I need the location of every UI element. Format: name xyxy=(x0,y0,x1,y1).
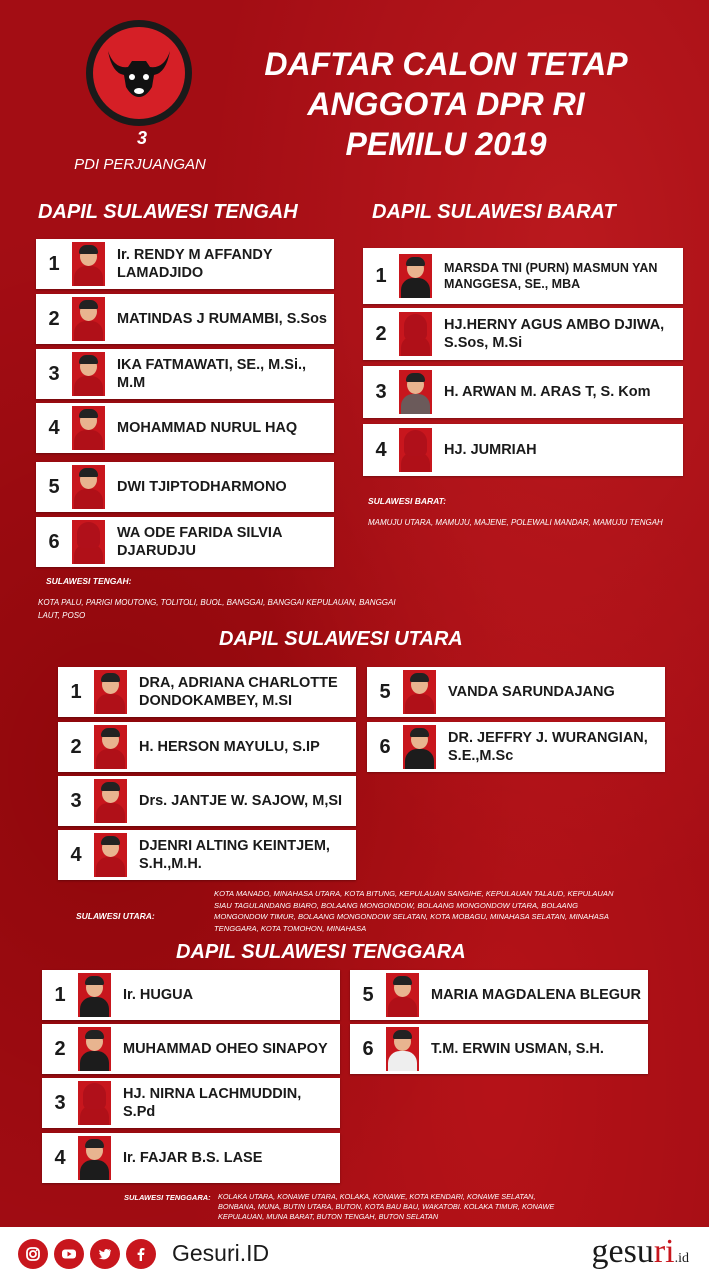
bull-icon xyxy=(104,47,174,99)
candidate-card xyxy=(58,667,356,717)
candidate-name: IKA FATMAWATI, SE., M.Si., M.M xyxy=(117,357,307,391)
candidate-card xyxy=(42,1024,340,1074)
instagram-icon[interactable] xyxy=(18,1239,48,1269)
candidate-photo xyxy=(78,973,111,1017)
region-label: SULAWESI TENGAH: xyxy=(46,576,132,586)
candidate-card xyxy=(58,776,356,826)
candidate-card xyxy=(367,667,665,717)
candidate-photo xyxy=(72,465,105,509)
candidate-name: WA ODE FARIDA SILVIA DJARUDJU xyxy=(117,525,282,559)
candidate-photo xyxy=(78,1136,111,1180)
candidate-number: 1 xyxy=(48,252,60,275)
candidate-number: 1 xyxy=(54,983,66,1006)
candidate-card xyxy=(36,517,334,567)
candidate-card xyxy=(350,1024,648,1074)
candidate-photo xyxy=(72,297,105,341)
candidate-card xyxy=(363,366,683,418)
party-name: PDI PERJUANGAN xyxy=(74,156,206,173)
candidate-name: DWI TJIPTODHARMONO xyxy=(117,479,287,495)
candidate-photo xyxy=(399,254,432,298)
candidate-name: MARIA MAGDALENA BLEGUR xyxy=(431,987,641,1003)
candidate-number: 3 xyxy=(54,1091,66,1114)
candidate-name: DR. JEFFRY J. WURANGIAN, S.E.,M.Sc xyxy=(448,730,648,764)
candidate-number: 3 xyxy=(48,362,60,385)
candidate-number: 6 xyxy=(362,1037,374,1060)
candidate-card xyxy=(363,248,683,304)
candidate-name: HJ. NIRNA LACHMUDDIN, S.Pd xyxy=(123,1086,302,1120)
twitter-icon[interactable] xyxy=(90,1239,120,1269)
candidate-number: 6 xyxy=(48,530,60,553)
youtube-icon[interactable] xyxy=(54,1239,84,1269)
candidate-card xyxy=(58,830,356,880)
candidate-number: 5 xyxy=(379,680,391,703)
candidate-card xyxy=(36,403,334,453)
party-number: 3 xyxy=(136,128,147,148)
candidate-card xyxy=(36,239,334,289)
candidate-number: 1 xyxy=(375,264,387,287)
candidate-card xyxy=(36,462,334,512)
candidate-card xyxy=(350,970,648,1020)
candidate-card xyxy=(363,308,683,360)
candidate-number: 4 xyxy=(70,843,82,866)
candidate-photo xyxy=(399,312,432,356)
candidate-name: Ir. RENDY M AFFANDY LAMADJIDO xyxy=(117,247,273,281)
candidate-number: 2 xyxy=(48,307,60,330)
candidate-name: DRA, ADRIANA CHARLOTTE DONDOKAMBEY, M.SI xyxy=(139,675,338,709)
candidate-card xyxy=(42,970,340,1020)
section-title-sulut: DAPIL SULAWESI UTARA xyxy=(219,628,463,650)
candidate-card xyxy=(367,722,665,772)
candidate-number: 2 xyxy=(70,735,82,758)
candidate-photo xyxy=(72,242,105,286)
candidate-number: 4 xyxy=(54,1146,66,1169)
gesuri-logo: gesuri.id xyxy=(591,1233,689,1270)
candidate-card xyxy=(363,424,683,476)
social-links xyxy=(18,1239,162,1269)
candidate-number: 6 xyxy=(379,735,391,758)
candidate-card xyxy=(42,1133,340,1183)
candidate-name: MOHAMMAD NURUL HAQ xyxy=(117,420,298,436)
candidate-number: 2 xyxy=(375,322,387,345)
facebook-icon[interactable] xyxy=(126,1239,156,1269)
candidate-name: T.M. ERWIN USMAN, S.H. xyxy=(431,1041,604,1057)
candidate-name: H. HERSON MAYULU, S.IP xyxy=(139,739,320,755)
candidate-name: H. ARWAN M. ARAS T, S. Kom xyxy=(444,384,651,400)
candidate-photo xyxy=(94,779,127,823)
region-label: SULAWESI BARAT: xyxy=(368,496,447,506)
candidate-name: HJ. JUMRIAH xyxy=(444,442,537,458)
candidate-name: MUHAMMAD OHEO SINAPOY xyxy=(123,1041,328,1057)
candidate-name: HJ.HERNY AGUS AMBO DJIWA, S.Sos, M.Si xyxy=(444,317,665,351)
candidate-photo xyxy=(399,428,432,472)
candidate-card xyxy=(36,294,334,344)
section-title-sulteng: DAPIL SULAWESI TENGAH xyxy=(38,201,298,223)
candidate-number: 5 xyxy=(48,475,60,498)
candidate-photo xyxy=(94,725,127,769)
candidate-photo xyxy=(72,406,105,450)
candidate-photo xyxy=(78,1027,111,1071)
candidate-number: 1 xyxy=(70,680,82,703)
candidate-photo xyxy=(72,352,105,396)
candidate-number: 4 xyxy=(375,438,387,461)
candidate-name: DJENRI ALTING KEINTJEM, S.H.,M.H. xyxy=(139,838,330,872)
candidate-photo xyxy=(386,973,419,1017)
candidate-card xyxy=(36,349,334,399)
candidate-photo xyxy=(399,370,432,414)
candidate-name: Drs. JANTJE W. SAJOW, M,SI xyxy=(139,793,343,809)
region-list: MAMUJU UTARA, MAMUJU, MAJENE, POLEWALI MANDAR, MAMUJU TENGAH xyxy=(368,518,663,527)
region-label: SULAWESI TENGGARA: xyxy=(124,1193,211,1202)
candidate-number: 2 xyxy=(54,1037,66,1060)
candidate-photo xyxy=(78,1081,111,1125)
party-logo xyxy=(86,20,192,126)
footer-site-name[interactable]: Gesuri.ID xyxy=(172,1240,270,1266)
candidate-photo xyxy=(403,725,436,769)
footer xyxy=(0,1227,709,1280)
region-list: KOLAKA UTARA, KONAWE UTARA, KOLAKA, KONAWE, KOTA KENDARI, KONAWE SELATAN, BONBANA, MUNA, BUTIN UTARA, BUTON, KOTA BAU BAU, WAKATOBI. KOLAKA TIMUR, KONAWE KEPULAUAN, MUNA BARAT, BUTON TENGAH, BUTON SELATAN xyxy=(218,1192,555,1221)
candidate-number: 3 xyxy=(375,380,387,403)
region-list: KOTA MANADO, MINAHASA UTARA, KOTA BITUNG, KEPULAUAN SANGIHE, KEPULAUAN TALAUD, KEPULAUAN SIAU TAGULANDANG BIARO, BOLAANG MONGONDOW, BOLAANG MONGONDOW UTARA, BOLAANG MONGONDOW TIMUR, BOLAANG MONGONDOW SELATAN, KOTA MOBAGU, MINAHASA SELATAN, MINAHASA TENGGARA, KOTA TOMOHON, MINAHASA xyxy=(214,889,614,933)
candidate-photo xyxy=(72,520,105,564)
region-list: KOTA PALU, PARIGI MOUTONG, TOLITOLI, BUOL, BANGGAI, BANGGAI KEPULAUAN, BANGGAI LAUT, POSO xyxy=(38,598,396,620)
candidate-name: VANDA SARUNDAJANG xyxy=(448,684,615,700)
candidate-name: MATINDAS J RUMAMBI, S.Sos xyxy=(117,311,327,327)
candidate-number: 5 xyxy=(362,983,374,1006)
page-title: DAFTAR CALON TETAP ANGGOTA DPR RI PEMILU 2019 xyxy=(264,46,628,162)
section-title-sultra: DAPIL SULAWESI TENGGARA xyxy=(176,941,466,963)
candidate-number: 4 xyxy=(48,416,60,439)
candidate-name: Ir. FAJAR B.S. LASE xyxy=(123,1150,263,1166)
candidate-card xyxy=(42,1078,340,1128)
candidate-number: 3 xyxy=(70,789,82,812)
candidate-photo xyxy=(94,670,127,714)
region-label: SULAWESI UTARA: xyxy=(76,911,155,921)
candidate-name: Ir. HUGUA xyxy=(123,987,194,1003)
section-title-sulbar: DAPIL SULAWESI BARAT xyxy=(372,201,616,223)
candidate-card xyxy=(58,722,356,772)
candidate-name: MARSDA TNI (PURN) MASMUN YAN MANGGESA, SE., MBA xyxy=(444,261,658,291)
candidate-photo xyxy=(386,1027,419,1071)
candidate-photo xyxy=(403,670,436,714)
candidate-photo xyxy=(94,833,127,877)
